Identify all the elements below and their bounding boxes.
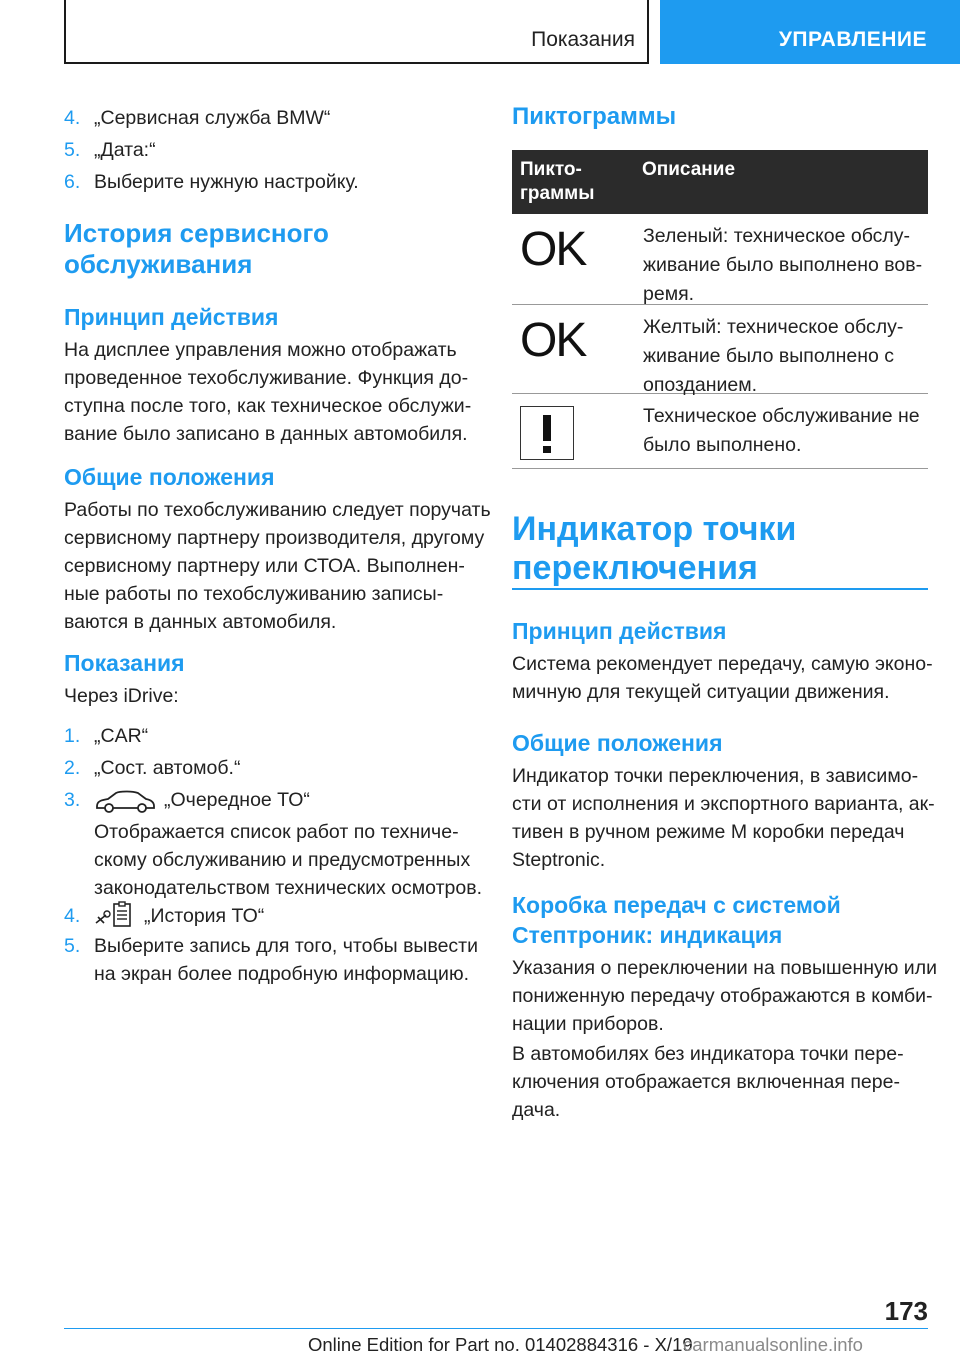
table-row-description: Зеленый: техническое обслу- живание было выполнено вов- ремя.: [643, 225, 923, 305]
ok-green-symbol: OK: [520, 223, 586, 276]
heading-general: Общие положения: [64, 464, 275, 490]
step-text: „Очередное ТО“: [164, 789, 310, 811]
step-number: 4.: [64, 905, 81, 927]
step-number: 1.: [64, 725, 81, 747]
step-text: „CAR“: [94, 725, 149, 747]
heading-general: Общие положения: [512, 730, 723, 756]
step-text: „Дата:“: [94, 139, 156, 161]
table-row: [512, 394, 928, 469]
car-icon: [94, 788, 156, 814]
step-text: Выберите нужную настройку.: [94, 171, 359, 193]
paragraph-gearbox-2: В автомобилях без индикатора точки пере- ключения отображается включенная пере- дача.: [512, 1043, 904, 1121]
table-row-description: Желтый: техническое обслу- живание было выполнено с опозданием.: [643, 316, 904, 396]
heading-pictograms: Пиктограммы: [512, 103, 677, 130]
warning-icon: [520, 406, 574, 460]
step-number: 2.: [64, 757, 81, 779]
paragraph-display: Через iDrive:: [64, 685, 179, 707]
step-number: 6.: [64, 171, 81, 193]
table-row-description: Техническое обслуживание не было выполнено.: [643, 405, 920, 456]
watermark: carmanualsonline.info: [683, 1334, 863, 1355]
paragraph-gearbox-1: Указания о переключении на повышенную или пониженную передачу отображаются в комби- нации приборов.: [512, 957, 937, 1035]
paragraph-general: Индикатор точки переключения, в зависимо- сти от исполнения и экспортного варианта, ак- тивен в ручном режиме M коробки передач Steptronic.: [512, 765, 935, 871]
step-text: Выберите запись для того, чтобы вывести на экран более подробную информацию.: [94, 935, 479, 985]
step-number: 4.: [64, 107, 81, 129]
table-header: [512, 150, 928, 214]
table-col-pictograms: Пикто- граммы: [520, 159, 595, 204]
service-history-icon: [94, 901, 134, 929]
paragraph-principle: Система рекомендует передачу, самую эконо- мичную для текущей ситуации движения.: [512, 653, 933, 703]
header-section-tab: [64, 0, 649, 64]
step-text: „Сервисная служба BMW“: [94, 107, 331, 129]
step-number: 3.: [64, 789, 81, 811]
step-description: Отображается список работ по техниче- скому обслуживанию и предусмотренных законодательством технических осмотров.: [94, 821, 483, 899]
heading-shift-point-indicator: Индикатор точки переключения: [512, 510, 797, 587]
step-text: „История ТО“: [144, 905, 265, 927]
step-number: 5.: [64, 935, 81, 957]
heading-display: Показания: [64, 650, 185, 676]
heading-service-history: История сервисного обслуживания: [64, 218, 329, 279]
page-number: 173: [884, 1296, 928, 1326]
paragraph-principle: На дисплее управления можно отображать проведенное техобслуживание. Функция до- ступна после того, как техническое обслужи- вание было записано в данных автомобиля.: [64, 339, 472, 445]
step-number: 5.: [64, 139, 81, 161]
ok-yellow-symbol: OK: [520, 314, 586, 367]
header-section-label: Показания: [531, 28, 635, 51]
edition-note: Online Edition for Part no. 01402884316 - X/19: [308, 1334, 693, 1355]
heading-underline: [512, 588, 928, 590]
header-chapter-tab: [660, 0, 960, 64]
paragraph-general: Работы по техобслуживанию следует поручать сервисному партнеру производителя, другому сервисному партнеру или СТОА. Выполнен- ные работы по техобслуживанию записы- ваются в данных автомобиля.: [64, 499, 491, 633]
header-chapter-label: УПРАВЛЕНИЕ: [778, 28, 927, 51]
table-col-description: Описание: [642, 159, 736, 180]
table-row: [512, 214, 928, 305]
heading-gearbox-indication: Коробка передач с системой Стептроник: индикация: [512, 892, 841, 948]
heading-principle: Принцип действия: [512, 618, 727, 644]
step-text: „Сост. автомоб.“: [94, 757, 241, 779]
footer-rule: [64, 1328, 928, 1329]
heading-principle: Принцип действия: [64, 304, 279, 330]
table-row: [512, 305, 928, 394]
